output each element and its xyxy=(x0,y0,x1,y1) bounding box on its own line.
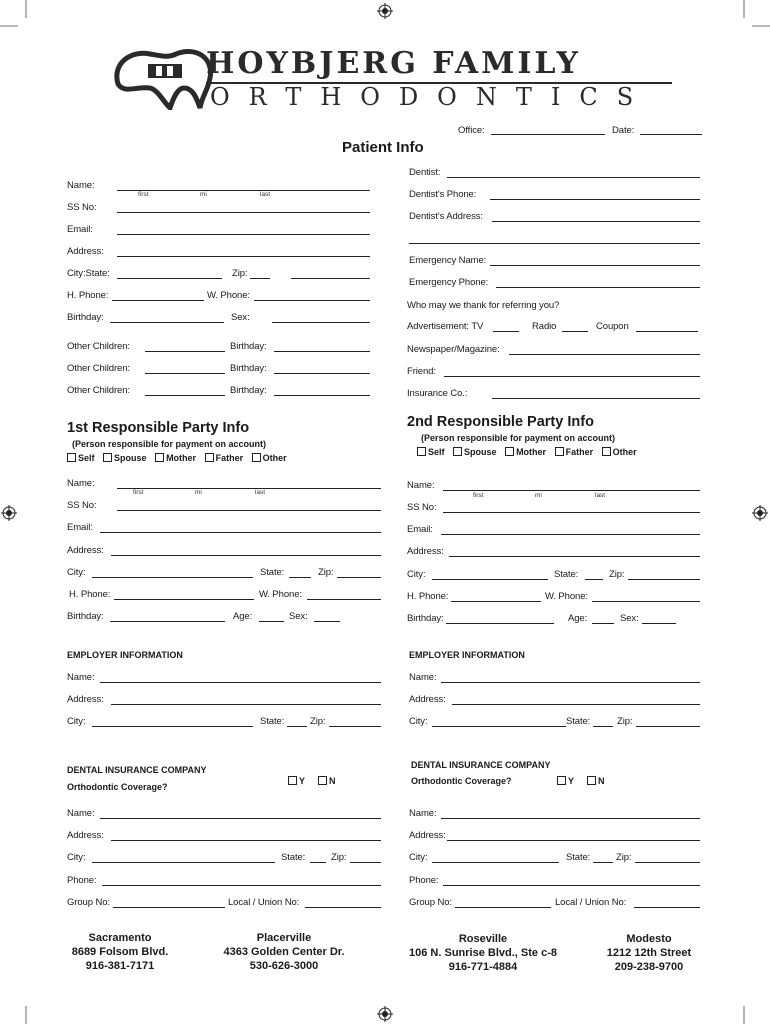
party2-self-checkbox[interactable]: Self xyxy=(417,447,445,457)
party1-heading: 1st Responsible Party Info xyxy=(67,420,250,436)
party2-ins-city-field[interactable] xyxy=(432,862,559,863)
other-children-2-birthday-label: Birthday: xyxy=(230,363,267,374)
party2-other-checkbox[interactable]: Other xyxy=(602,447,637,457)
party2-sex-label: Sex: xyxy=(620,613,639,624)
patient-info-heading: Patient Info xyxy=(342,139,424,156)
emergency-name-label: Emergency Name: xyxy=(409,255,487,266)
office-roseville xyxy=(409,932,557,974)
party1-emp-state-field[interactable] xyxy=(287,726,307,727)
party2-ins-state-field[interactable] xyxy=(593,862,613,863)
party1-dental-heading: DENTAL INSURANCE COMPANY xyxy=(67,765,207,775)
party2-mi-hint: mi xyxy=(535,492,542,499)
party2-address-label: Address: xyxy=(407,546,444,557)
party1-zip-field[interactable] xyxy=(337,577,381,578)
party1-zip-label: Zip: xyxy=(318,567,334,578)
other-children-3-birthday-field[interactable] xyxy=(274,395,370,396)
party1-relations xyxy=(67,453,293,463)
party2-emp-city-label: City: xyxy=(409,716,428,727)
dentist-address-field[interactable] xyxy=(492,221,700,222)
party2-emp-state-label: State: xyxy=(566,716,591,727)
party2-wphone-label: W. Phone: xyxy=(545,591,588,602)
coupon-field[interactable] xyxy=(636,331,698,332)
party1-emp-address-label: Address: xyxy=(67,694,104,705)
patient-email-label: Email: xyxy=(67,224,93,235)
party1-ortho-no-checkbox[interactable]: N xyxy=(318,776,336,786)
office-modesto xyxy=(607,932,691,974)
party2-emp-address-label: Address: xyxy=(409,694,446,705)
office-placerville xyxy=(223,931,344,973)
party1-city-field[interactable] xyxy=(92,577,253,578)
patient-birthday-field[interactable] xyxy=(110,322,224,323)
party2-state-field[interactable] xyxy=(585,579,603,580)
office-label: Office: xyxy=(458,125,485,136)
party2-address-field[interactable] xyxy=(449,556,700,557)
party1-ins-zip-field[interactable] xyxy=(350,862,381,863)
newspaper-label: Newspaper/Magazine: xyxy=(407,344,500,355)
party1-mi-hint: mi xyxy=(195,489,202,496)
radio-field[interactable] xyxy=(562,331,588,332)
party2-name-field[interactable] xyxy=(443,490,700,491)
party2-first-hint: first xyxy=(473,492,484,499)
party1-birthday-label: Birthday: xyxy=(67,611,104,622)
party1-birthday-field[interactable] xyxy=(110,621,225,622)
party1-ssno-field[interactable] xyxy=(117,510,381,511)
friend-label: Friend: xyxy=(407,366,436,377)
party1-father-checkbox[interactable]: Father xyxy=(205,453,244,463)
party1-ins-name-field[interactable] xyxy=(100,818,381,819)
party1-sex-field[interactable] xyxy=(314,621,340,622)
patient-address-label: Address: xyxy=(67,246,104,257)
patient-zip-field-b[interactable] xyxy=(291,278,370,279)
party2-ortho-label: Orthodontic Coverage? xyxy=(411,776,512,786)
party2-last-hint: last xyxy=(595,492,606,499)
dentist-field[interactable] xyxy=(447,177,700,178)
party1-sex-label: Sex: xyxy=(289,611,308,622)
party2-note: (Person responsible for payment on account) xyxy=(421,433,616,443)
party2-ins-address-field[interactable] xyxy=(447,840,700,841)
patient-zip-field-a[interactable] xyxy=(250,278,270,279)
party1-wphone-field[interactable] xyxy=(307,599,381,600)
party1-mother-checkbox[interactable]: Mother xyxy=(155,453,196,463)
office-phone: 209-238-9700 xyxy=(614,961,684,973)
party1-state-label: State: xyxy=(260,567,285,578)
logo-title-line2: ORTHODONTICS xyxy=(210,83,653,111)
emergency-phone-field[interactable] xyxy=(496,287,700,288)
emergency-phone-label: Emergency Phone: xyxy=(409,277,489,288)
party2-city-field[interactable] xyxy=(432,579,548,580)
party1-age-field[interactable] xyxy=(259,621,284,622)
party2-email-label: Email: xyxy=(407,524,433,535)
party2-ins-name-label: Name: xyxy=(409,808,437,819)
party1-ssno-label: SS No: xyxy=(67,500,97,511)
office-city: Roseville xyxy=(458,933,508,945)
friend-field[interactable] xyxy=(444,376,700,377)
patient-sex-label: Sex: xyxy=(231,312,250,323)
office-phone: 530-626-3000 xyxy=(249,960,319,972)
party1-ins-name-label: Name: xyxy=(67,808,95,819)
dentist-address-field-2[interactable] xyxy=(409,243,700,244)
party1-group-no-field[interactable] xyxy=(113,907,225,908)
patient-wphone-label: W. Phone: xyxy=(207,290,250,301)
party2-group-no-label: Group No: xyxy=(409,897,452,908)
party2-father-checkbox[interactable]: Father xyxy=(555,447,594,457)
dentist-address-label: Dentist's Address: xyxy=(409,211,483,222)
party1-other-checkbox[interactable]: Other xyxy=(252,453,287,463)
patient-ssno-label: SS No: xyxy=(67,202,97,213)
party2-ssno-field[interactable] xyxy=(443,512,700,513)
party2-emp-name-label: Name: xyxy=(409,672,437,683)
party2-ins-state-label: State: xyxy=(566,852,591,863)
party2-age-label: Age: xyxy=(568,613,588,624)
party1-ortho-yes-checkbox[interactable]: Y xyxy=(288,776,305,786)
other-children-2-birthday-field[interactable] xyxy=(274,373,370,374)
patient-email-field[interactable] xyxy=(117,234,370,235)
party2-ssno-label: SS No: xyxy=(407,502,437,513)
party1-name-field[interactable] xyxy=(117,488,381,489)
party1-note: (Person responsible for payment on account) xyxy=(72,439,267,449)
party1-age-label: Age: xyxy=(233,611,253,622)
party2-emp-address-field[interactable] xyxy=(452,704,700,705)
party1-ins-city-field[interactable] xyxy=(92,862,275,863)
party1-emp-name-label: Name: xyxy=(67,672,95,683)
patient-mi-hint: mi xyxy=(200,191,207,198)
patient-ssno-field[interactable] xyxy=(117,212,370,213)
patient-hphone-field[interactable] xyxy=(112,300,204,301)
other-children-2-label: Other Children: xyxy=(67,363,130,374)
patient-last-hint: last xyxy=(260,191,271,198)
party2-email-field[interactable] xyxy=(441,534,700,535)
party1-emp-zip-field[interactable] xyxy=(329,726,381,727)
dentist-label: Dentist: xyxy=(409,167,441,178)
party1-group-no-label: Group No: xyxy=(67,897,110,908)
patient-first-hint: first xyxy=(138,191,149,198)
party1-email-field[interactable] xyxy=(100,532,381,533)
party1-ins-state-field[interactable] xyxy=(310,862,326,863)
party2-birthday-field[interactable] xyxy=(446,623,554,624)
patient-name-field[interactable] xyxy=(117,190,370,191)
coupon-label: Coupon xyxy=(596,321,629,332)
other-children-1-field[interactable] xyxy=(145,351,225,352)
party2-ins-zip-label: Zip: xyxy=(616,852,632,863)
party1-employer-heading: EMPLOYER INFORMATION xyxy=(67,650,183,660)
patient-citystate-label: City:State: xyxy=(67,268,110,279)
party2-ortho-no-checkbox[interactable]: N xyxy=(587,776,605,786)
party1-emp-city-label: City: xyxy=(67,716,86,727)
party1-hphone-label: H. Phone: xyxy=(69,589,111,600)
party2-hphone-field[interactable] xyxy=(451,601,541,602)
party2-zip-field[interactable] xyxy=(628,579,700,580)
party2-sex-field[interactable] xyxy=(642,623,676,624)
date-label: Date: xyxy=(612,125,635,136)
insurance-co-label: Insurance Co.: xyxy=(407,388,468,399)
party2-local-union-field[interactable] xyxy=(634,907,700,908)
party2-ins-name-field[interactable] xyxy=(441,818,700,819)
office-city: Modesto xyxy=(626,933,672,945)
party2-emp-zip-label: Zip: xyxy=(617,716,633,727)
party2-group-no-field[interactable] xyxy=(455,907,551,908)
dentist-phone-label: Dentist's Phone: xyxy=(409,189,477,200)
party1-self-checkbox[interactable]: Self xyxy=(67,453,95,463)
party2-emp-state-field[interactable] xyxy=(593,726,613,727)
party2-name-label: Name: xyxy=(407,480,435,491)
other-children-1-birthday-label: Birthday: xyxy=(230,341,267,352)
party2-local-union-label: Local / Union No: xyxy=(555,897,627,908)
logo-title-line1: HOYBJERG FAMILY xyxy=(206,46,581,81)
office-street: 8689 Folsom Blvd. xyxy=(71,946,169,958)
radio-label: Radio xyxy=(532,321,557,332)
party1-local-union-field[interactable] xyxy=(305,907,381,908)
patient-sex-field[interactable] xyxy=(272,322,370,323)
party1-first-hint: first xyxy=(133,489,144,496)
party2-employer-heading: EMPLOYER INFORMATION xyxy=(409,650,525,660)
party2-hphone-label: H. Phone: xyxy=(407,591,449,602)
party2-ins-phone-field[interactable] xyxy=(443,885,700,886)
patient-name-label: Name: xyxy=(67,180,95,191)
other-children-1-label: Other Children: xyxy=(67,341,130,352)
office-sacramento xyxy=(72,931,169,973)
party1-last-hint: last xyxy=(255,489,266,496)
party1-ins-city-label: City: xyxy=(67,852,86,863)
party2-age-field[interactable] xyxy=(592,623,614,624)
logo xyxy=(110,42,680,112)
patient-hphone-label: H. Phone: xyxy=(67,290,109,301)
party2-spouse-checkbox[interactable]: Spouse xyxy=(453,447,497,457)
party1-local-union-label: Local / Union No: xyxy=(228,897,300,908)
party2-relations xyxy=(417,447,643,457)
party2-city-label: City: xyxy=(407,569,426,580)
party2-emp-city-field[interactable] xyxy=(432,726,566,727)
party1-wphone-label: W. Phone: xyxy=(259,589,302,600)
other-children-1-birthday-field[interactable] xyxy=(274,351,370,352)
party1-email-label: Email: xyxy=(67,522,93,533)
date-field[interactable] xyxy=(640,134,702,135)
party1-ins-phone-label: Phone: xyxy=(67,875,97,886)
party2-emp-name-field[interactable] xyxy=(441,682,700,683)
office-phone: 916-771-4884 xyxy=(448,961,518,973)
party2-zip-label: Zip: xyxy=(609,569,625,580)
insurance-co-field[interactable] xyxy=(492,398,700,399)
party2-ins-zip-field[interactable] xyxy=(635,862,700,863)
office-street: 106 N. Sunrise Blvd., Ste c-8 xyxy=(409,947,557,959)
office-city: Placerville xyxy=(256,932,312,944)
party1-name-label: Name: xyxy=(67,478,95,489)
party1-emp-zip-label: Zip: xyxy=(310,716,326,727)
advertisement-tv-field[interactable] xyxy=(493,331,519,332)
party1-address-field[interactable] xyxy=(111,555,381,556)
patient-zip-label: Zip: xyxy=(232,268,248,279)
other-children-2-field[interactable] xyxy=(145,373,225,374)
party2-wphone-field[interactable] xyxy=(592,601,700,602)
patient-citystate-field[interactable] xyxy=(117,278,222,279)
party2-ins-address-label: Address: xyxy=(409,830,446,841)
tooth-logo-icon xyxy=(110,44,220,110)
referral-question: Who may we thank for referring you? xyxy=(407,300,560,311)
party2-ins-phone-label: Phone: xyxy=(409,875,439,886)
party2-ins-city-label: City: xyxy=(409,852,428,863)
party1-ins-address-field[interactable] xyxy=(111,840,381,841)
office-street: 4363 Golden Center Dr. xyxy=(223,946,345,958)
party1-state-field[interactable] xyxy=(289,577,311,578)
other-children-3-field[interactable] xyxy=(145,395,225,396)
party2-dental-heading: DENTAL INSURANCE COMPANY xyxy=(411,760,551,770)
advertisement-tv-label: Advertisement: TV xyxy=(407,321,484,332)
patient-birthday-label: Birthday: xyxy=(67,312,104,323)
newspaper-field[interactable] xyxy=(509,354,700,355)
party1-ins-zip-label: Zip: xyxy=(331,852,347,863)
patient-address-field[interactable] xyxy=(117,256,370,257)
party1-ins-phone-field[interactable] xyxy=(102,885,381,886)
party1-spouse-checkbox[interactable]: Spouse xyxy=(103,453,147,463)
party1-city-label: City: xyxy=(67,567,86,578)
party1-address-label: Address: xyxy=(67,545,104,556)
party2-state-label: State: xyxy=(554,569,579,580)
dentist-phone-field[interactable] xyxy=(490,199,700,200)
party1-emp-state-label: State: xyxy=(260,716,285,727)
party1-emp-address-field[interactable] xyxy=(111,704,381,705)
office-field[interactable] xyxy=(491,134,605,135)
party1-ins-state-label: State: xyxy=(281,852,306,863)
emergency-name-field[interactable] xyxy=(490,265,700,266)
party2-birthday-label: Birthday: xyxy=(407,613,444,624)
party2-emp-zip-field[interactable] xyxy=(636,726,700,727)
party1-emp-city-field[interactable] xyxy=(92,726,253,727)
party2-heading: 2nd Responsible Party Info xyxy=(407,414,594,430)
patient-wphone-field[interactable] xyxy=(254,300,370,301)
party1-emp-name-field[interactable] xyxy=(100,682,381,683)
office-phone: 916-381-7171 xyxy=(85,960,155,972)
party1-ins-address-label: Address: xyxy=(67,830,104,841)
office-city: Sacramento xyxy=(88,932,152,944)
party1-ortho-label: Orthodontic Coverage? xyxy=(67,782,168,792)
other-children-3-label: Other Children: xyxy=(67,385,130,396)
party1-hphone-field[interactable] xyxy=(114,599,254,600)
other-children-3-birthday-label: Birthday: xyxy=(230,385,267,396)
office-street: 1212 12th Street xyxy=(606,947,692,959)
party2-ortho-yes-checkbox[interactable]: Y xyxy=(557,776,574,786)
party2-mother-checkbox[interactable]: Mother xyxy=(505,447,546,457)
